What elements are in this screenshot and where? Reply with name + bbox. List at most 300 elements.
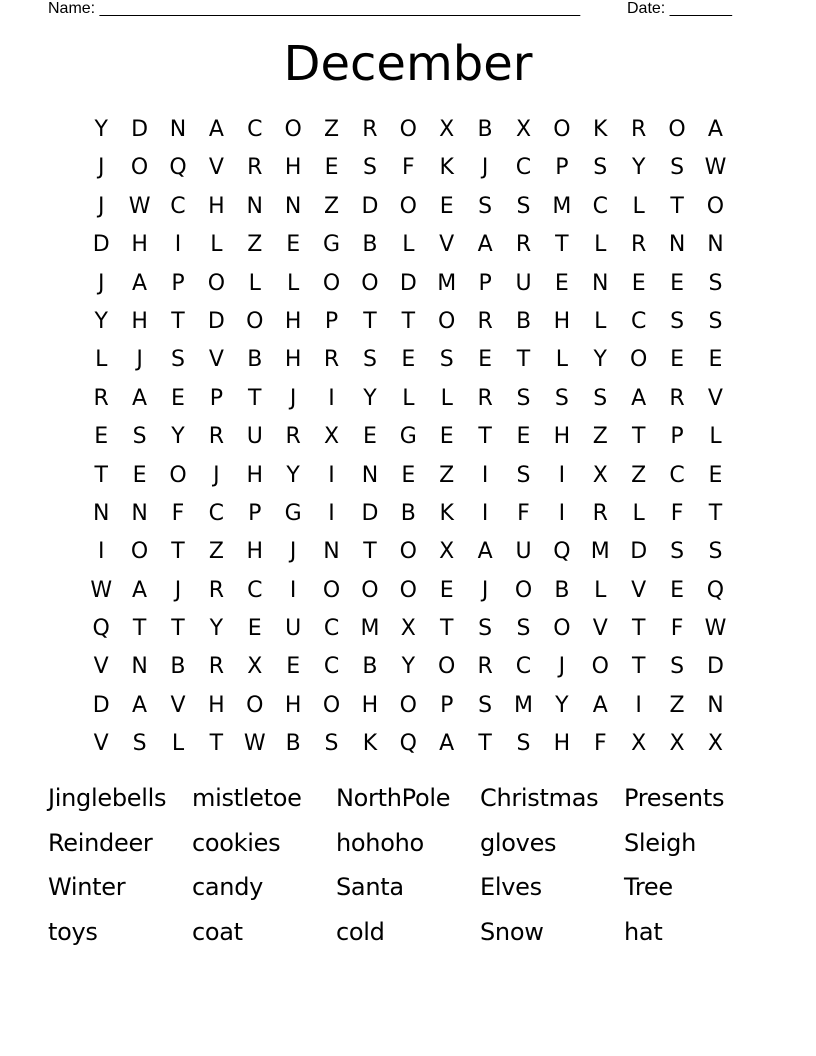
grid-letter: L <box>210 232 223 258</box>
grid-letter: Z <box>247 232 263 258</box>
grid-letter: J <box>481 577 489 603</box>
grid-row <box>82 457 735 495</box>
grid-row <box>82 149 735 187</box>
grid-letter: A <box>132 692 148 718</box>
grid-letter: L <box>594 308 607 334</box>
grid-letter: X <box>400 616 416 642</box>
grid-row <box>82 188 735 226</box>
grid-letter: T <box>708 500 723 526</box>
grid-letter: E <box>516 424 531 450</box>
page-title: December <box>283 36 533 92</box>
grid-letter: S <box>670 539 685 565</box>
grid-letter: T <box>439 616 454 642</box>
grid-row <box>82 341 735 379</box>
grid-letter: V <box>170 692 186 718</box>
grid-letter: W <box>704 616 727 642</box>
word-list-item: candy <box>192 873 264 901</box>
grid-letter: B <box>247 347 263 373</box>
grid-letter: A <box>132 577 148 603</box>
grid-letter: Z <box>592 424 608 450</box>
grid-letter: Z <box>324 117 340 142</box>
grid-letter: T <box>94 462 108 488</box>
grid-letter: Q <box>706 577 725 603</box>
grid-letter: K <box>439 155 454 181</box>
word-list-item: Presents <box>624 784 725 812</box>
grid-letter: H <box>361 692 379 718</box>
grid-letter: H <box>553 731 571 757</box>
word-list-row <box>48 865 768 910</box>
grid-letter: T <box>631 654 646 680</box>
grid-letter: F <box>401 155 415 181</box>
grid-letter: X <box>439 117 455 142</box>
grid-row <box>82 265 735 303</box>
grid-letter: W <box>704 155 727 181</box>
grid-letter: C <box>630 308 647 334</box>
grid-letter: I <box>97 539 105 565</box>
grid-letter: S <box>362 347 377 373</box>
grid-letter: S <box>324 731 339 757</box>
grid-letter: Y <box>94 117 108 142</box>
grid-letter: L <box>632 193 645 219</box>
name-field-label: Name: ______________________________________________________ <box>48 0 581 17</box>
grid-letter: F <box>593 731 607 757</box>
grid-letter: J <box>289 539 297 565</box>
grid-letter: H <box>208 692 225 718</box>
grid-letter: R <box>208 424 225 450</box>
grid-letter: G <box>323 232 341 258</box>
grid-letter: J <box>174 577 182 603</box>
grid-letter: Z <box>669 692 685 718</box>
word-list-item: mistletoe <box>192 784 302 812</box>
grid-letter: I <box>174 232 182 258</box>
grid-row <box>82 610 735 648</box>
grid-letter: T <box>516 347 531 373</box>
word-list-item: toys <box>48 917 98 946</box>
grid-letter: R <box>323 347 340 373</box>
grid-letter: B <box>285 731 301 757</box>
grid-letter: E <box>708 462 723 488</box>
grid-letter: C <box>515 155 532 181</box>
grid-letter: L <box>248 270 261 296</box>
grid-letter: O <box>630 347 648 373</box>
grid-letter: I <box>481 500 489 526</box>
grid-letter: J <box>97 155 105 181</box>
grid-letter: C <box>323 616 340 642</box>
grid-letter: N <box>707 692 724 718</box>
grid-letter: Y <box>631 155 646 181</box>
grid-letter: N <box>592 270 609 296</box>
grid-letter: F <box>171 500 185 526</box>
grid-letter: D <box>92 692 110 718</box>
grid-letter: T <box>478 731 492 757</box>
grid-letter: G <box>284 500 302 526</box>
grid-letter: L <box>402 385 415 411</box>
grid-letter: R <box>669 385 685 411</box>
grid-letter: O <box>514 577 533 603</box>
grid-letter: P <box>209 385 223 411</box>
grid-letter: T <box>171 539 185 565</box>
grid-letter: H <box>553 424 571 450</box>
grid-letter: C <box>669 462 685 488</box>
grid-letter: N <box>131 654 148 680</box>
grid-row <box>82 380 735 418</box>
grid-row <box>82 111 735 149</box>
grid-letter: H <box>246 462 264 488</box>
grid-letter: Q <box>553 539 571 565</box>
grid-letter: O <box>322 270 341 296</box>
grid-letter: R <box>285 424 301 450</box>
letter-grid <box>82 111 735 764</box>
grid-letter: W <box>90 577 113 603</box>
grid-letter: R <box>208 577 225 603</box>
word-list-item: Elves <box>480 873 542 901</box>
grid-letter: B <box>515 308 532 334</box>
grid-letter: L <box>709 424 722 450</box>
grid-letter: E <box>171 385 185 411</box>
grid-letter: L <box>594 577 607 603</box>
word-list-item: Christmas <box>480 784 599 812</box>
grid-letter: Z <box>324 193 340 219</box>
grid-letter: P <box>248 500 262 526</box>
word-list-item: hat <box>624 917 663 946</box>
grid-row <box>82 533 735 571</box>
grid-letter: T <box>209 731 224 757</box>
grid-letter: I <box>328 500 335 526</box>
word-list-item: NorthPole <box>336 784 451 812</box>
grid-letter: H <box>131 308 148 334</box>
grid-letter: X <box>669 731 685 757</box>
grid-letter: E <box>247 616 262 642</box>
grid-letter: M <box>360 616 380 642</box>
word-list-item: Reindeer <box>48 828 153 857</box>
grid-letter: S <box>478 692 493 718</box>
grid-letter: X <box>324 424 340 450</box>
grid-letter: P <box>555 155 569 181</box>
grid-letter: T <box>631 616 646 642</box>
word-list-item: cold <box>336 917 385 946</box>
grid-letter: S <box>554 385 569 411</box>
grid-letter: S <box>593 385 608 411</box>
grid-letter: I <box>481 462 489 488</box>
grid-letter: K <box>593 117 608 142</box>
grid-letter: T <box>478 424 492 450</box>
grid-letter: O <box>553 117 571 142</box>
grid-letter: N <box>131 500 148 526</box>
grid-letter: T <box>670 193 684 219</box>
grid-row <box>82 687 735 725</box>
grid-letter: W <box>243 731 266 757</box>
word-list-item: Sleigh <box>624 828 696 857</box>
grid-letter: R <box>247 155 263 181</box>
grid-letter: R <box>208 654 225 680</box>
grid-letter: O <box>130 155 149 181</box>
grid-letter: S <box>708 308 723 334</box>
grid-letter: W <box>128 193 151 219</box>
grid-letter: O <box>438 654 456 680</box>
grid-letter: D <box>131 117 149 142</box>
grid-letter: H <box>208 193 225 219</box>
grid-letter: L <box>287 270 300 296</box>
grid-letter: B <box>362 654 378 680</box>
grid-letter: J <box>97 270 105 296</box>
grid-row <box>82 226 735 264</box>
grid-letter: N <box>246 193 263 219</box>
grid-letter: V <box>93 731 109 757</box>
grid-letter: S <box>593 155 608 181</box>
grid-letter: P <box>670 424 684 450</box>
grid-letter: O <box>246 308 264 334</box>
grid-letter: S <box>670 654 685 680</box>
grid-letter: E <box>401 347 416 373</box>
grid-letter: H <box>284 155 302 181</box>
word-list-item: hohoho <box>336 828 424 857</box>
grid-letter: B <box>170 654 186 680</box>
grid-letter: H <box>284 347 302 373</box>
grid-letter: E <box>478 347 493 373</box>
word-list-item: coat <box>192 917 243 946</box>
grid-letter: D <box>361 500 379 526</box>
grid-letter: P <box>440 692 454 718</box>
grid-letter: I <box>328 385 335 411</box>
grid-letter: S <box>670 308 685 334</box>
grid-letter: T <box>631 424 646 450</box>
grid-letter: R <box>477 654 493 680</box>
grid-letter: J <box>558 654 566 680</box>
grid-letter: O <box>361 270 379 296</box>
grid-letter: E <box>670 347 684 373</box>
grid-letter: N <box>169 117 187 142</box>
grid-letter: V <box>439 232 455 258</box>
grid-letter: T <box>363 539 377 565</box>
grid-letter: G <box>399 424 417 450</box>
grid-letter: I <box>635 692 642 718</box>
grid-letter: D <box>399 270 417 296</box>
grid-letter: L <box>594 232 607 258</box>
grid-letter: R <box>362 117 378 142</box>
grid-letter: H <box>284 692 302 718</box>
grid-letter: O <box>322 692 341 718</box>
grid-letter: R <box>93 385 109 411</box>
grid-letter: A <box>477 539 493 565</box>
grid-letter: Y <box>171 424 185 450</box>
grid-letter: L <box>440 385 453 411</box>
grid-letter: J <box>97 193 105 219</box>
grid-letter: C <box>170 193 186 219</box>
grid-letter: B <box>477 117 493 142</box>
grid-letter: D <box>92 232 110 258</box>
grid-letter: E <box>401 462 416 488</box>
grid-letter: T <box>555 232 569 258</box>
grid-letter: I <box>289 577 297 603</box>
grid-letter: O <box>399 577 417 603</box>
grid-letter: C <box>323 654 340 680</box>
grid-letter: N <box>361 462 379 488</box>
grid-letter: O <box>169 462 187 488</box>
grid-letter: A <box>707 117 723 142</box>
grid-row <box>82 648 735 686</box>
grid-letter: E <box>439 577 454 603</box>
grid-letter: X <box>439 539 455 565</box>
grid-letter: L <box>632 500 645 526</box>
grid-letter: A <box>477 232 493 258</box>
grid-letter: Y <box>555 692 569 718</box>
grid-letter: S <box>132 731 147 757</box>
grid-letter: O <box>130 539 149 565</box>
grid-letter: S <box>708 539 723 565</box>
grid-letter: H <box>131 232 148 258</box>
word-list-item: cookies <box>192 828 281 857</box>
grid-letter: K <box>362 731 378 757</box>
grid-letter: E <box>286 232 301 258</box>
grid-letter: Y <box>401 654 416 680</box>
grid-letter: N <box>707 232 724 258</box>
grid-letter: J <box>136 347 143 373</box>
grid-letter: E <box>324 155 339 181</box>
grid-letter: C <box>247 577 263 603</box>
grid-letter: E <box>362 424 377 450</box>
grid-letter: S <box>708 270 723 296</box>
grid-letter: R <box>477 385 493 411</box>
grid-letter: O <box>668 117 686 142</box>
grid-letter: A <box>592 692 608 718</box>
grid-letter: X <box>631 731 647 757</box>
grid-letter: E <box>132 462 147 488</box>
word-list-item: Snow <box>480 917 544 946</box>
grid-letter: V <box>208 155 224 181</box>
grid-letter: O <box>399 692 417 718</box>
grid-letter: L <box>402 232 415 258</box>
grid-letter: V <box>208 347 224 373</box>
word-list-item: Tree <box>624 873 673 901</box>
grid-letter: S <box>362 155 377 181</box>
grid-letter: O <box>361 577 379 603</box>
grid-letter: T <box>171 308 185 334</box>
grid-letter: M <box>514 692 533 718</box>
grid-letter: P <box>171 270 185 296</box>
grid-letter: K <box>439 500 454 526</box>
grid-letter: U <box>246 424 263 450</box>
grid-letter: R <box>592 500 608 526</box>
grid-letter: N <box>92 500 110 526</box>
grid-letter: H <box>246 539 264 565</box>
grid-letter: S <box>516 193 531 219</box>
grid-letter: C <box>592 193 608 219</box>
grid-letter: Z <box>439 462 455 488</box>
grid-letter: V <box>707 385 723 411</box>
grid-letter: B <box>554 577 570 603</box>
word-list-row <box>48 821 768 866</box>
word-list-item: Jinglebells <box>48 784 167 812</box>
grid-letter: T <box>248 385 262 411</box>
grid-letter: D <box>706 654 724 680</box>
grid-letter: N <box>323 539 340 565</box>
grid-letter: A <box>132 270 148 296</box>
grid-letter: J <box>213 462 220 488</box>
word-list-item: Santa <box>336 873 404 901</box>
grid-letter: M <box>590 539 610 565</box>
grid-letter: O <box>322 577 341 603</box>
grid-letter: O <box>438 308 456 334</box>
grid-letter: S <box>478 193 493 219</box>
grid-letter: V <box>93 654 109 680</box>
grid-letter: T <box>171 616 185 642</box>
grid-letter: U <box>285 616 302 642</box>
grid-letter: I <box>558 500 566 526</box>
word-list-row <box>48 776 768 821</box>
grid-letter: S <box>478 616 493 642</box>
grid-letter: E <box>439 424 454 450</box>
grid-letter: T <box>401 308 416 334</box>
grid-letter: C <box>208 500 225 526</box>
grid-letter: O <box>399 193 417 219</box>
grid-letter: E <box>708 347 723 373</box>
grid-letter: S <box>516 616 531 642</box>
grid-letter: F <box>517 500 530 526</box>
grid-letter: S <box>670 155 685 181</box>
grid-letter: S <box>516 385 531 411</box>
grid-letter: Y <box>593 347 607 373</box>
grid-letter: J <box>289 385 297 411</box>
grid-letter: S <box>516 462 531 488</box>
grid-letter: O <box>207 270 226 296</box>
grid-letter: M <box>552 193 572 219</box>
grid-letter: E <box>554 270 569 296</box>
grid-letter: S <box>132 424 147 450</box>
grid-letter: N <box>284 193 302 219</box>
grid-letter: I <box>328 462 335 488</box>
grid-letter: X <box>515 117 532 142</box>
grid-letter: O <box>553 616 571 642</box>
grid-letter: L <box>171 731 185 757</box>
grid-letter: Q <box>92 616 110 642</box>
grid-letter: R <box>631 232 647 258</box>
grid-letter: Y <box>286 462 300 488</box>
grid-letter: J <box>481 155 489 181</box>
grid-letter: E <box>631 270 646 296</box>
grid-letter: R <box>515 232 532 258</box>
grid-letter: Q <box>399 731 417 757</box>
grid-letter: B <box>400 500 416 526</box>
grid-letter: D <box>207 308 225 334</box>
grid-letter: Z <box>631 462 647 488</box>
grid-letter: F <box>670 616 684 642</box>
grid-letter: E <box>94 424 109 450</box>
grid-letter: X <box>592 462 608 488</box>
grid-letter: U <box>515 270 532 296</box>
grid-row <box>82 495 735 533</box>
word-list-row <box>48 910 768 955</box>
grid-letter: O <box>591 654 609 680</box>
grid-letter: Q <box>169 155 187 181</box>
grid-letter: A <box>208 117 224 142</box>
grid-letter: V <box>631 577 647 603</box>
grid-letter: E <box>286 654 301 680</box>
grid-letter: X <box>247 654 263 680</box>
grid-letter: B <box>362 232 378 258</box>
grid-row <box>82 418 735 456</box>
grid-row <box>82 725 735 763</box>
grid-letter: H <box>284 308 302 334</box>
grid-letter: D <box>630 539 648 565</box>
grid-letter: F <box>670 500 684 526</box>
grid-letter: U <box>515 539 532 565</box>
grid-letter: Y <box>94 308 108 334</box>
grid-letter: Y <box>363 385 377 411</box>
grid-letter: I <box>558 462 566 488</box>
grid-letter: A <box>631 385 647 411</box>
grid-letter: S <box>516 731 531 757</box>
grid-letter: M <box>437 270 457 296</box>
